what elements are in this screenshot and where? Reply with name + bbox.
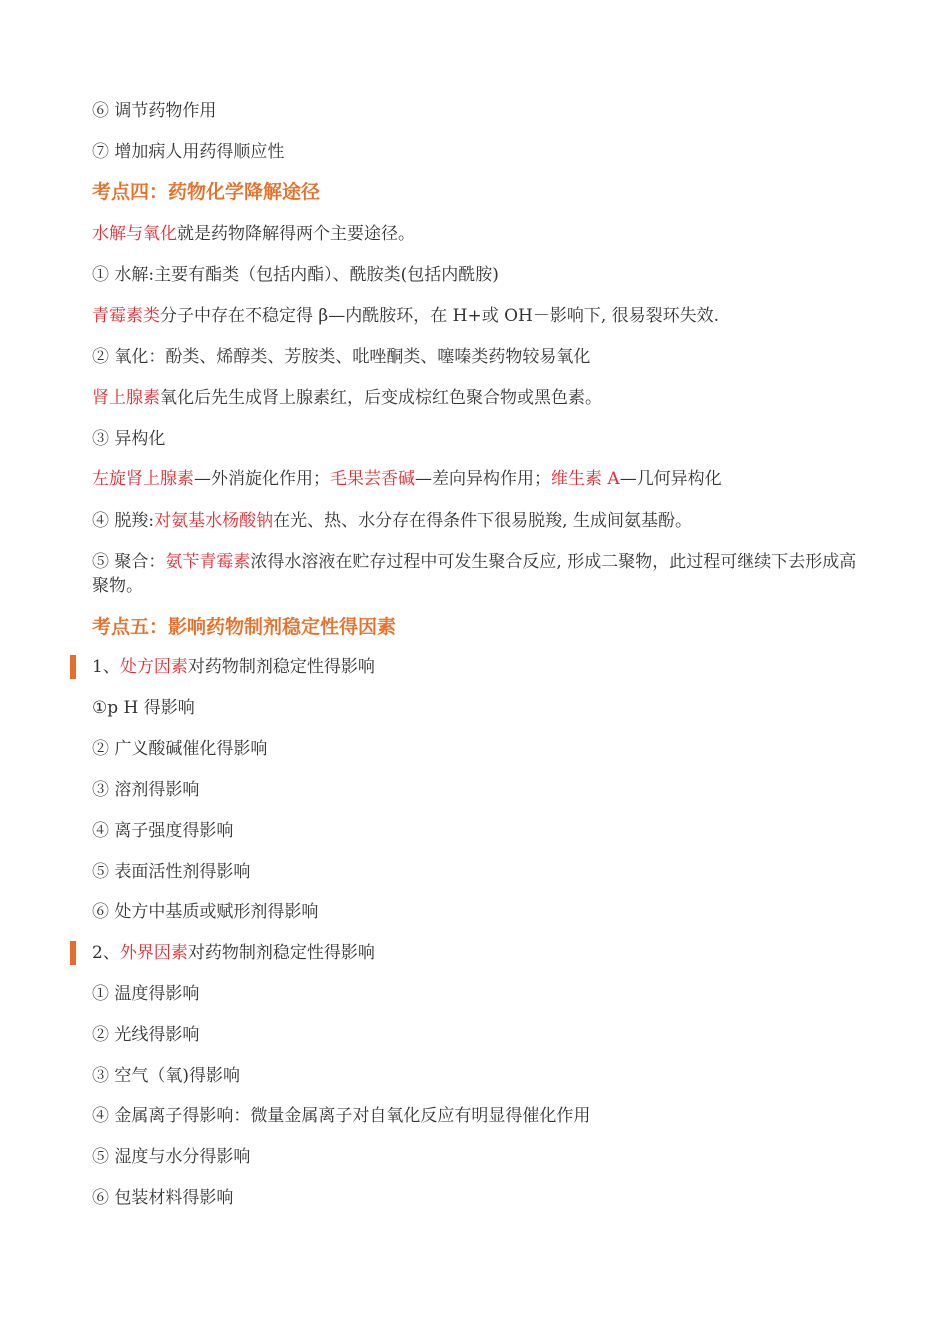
paragraph-text: —外消旋化作用； [194, 469, 330, 489]
section-heading-4: 考点四：药物化学降解途径 [92, 181, 321, 203]
highlight-term: 青霉素类 [92, 306, 160, 326]
list-item-text: 在光、热、水分存在得条件下很易脱羧, 生成间氨基酚。 [273, 511, 692, 531]
highlight-term: 维生素 A [551, 469, 620, 489]
list-item [92, 1064, 862, 1088]
subsection-number: 2、 [92, 943, 120, 963]
list-item-text: ⑥ 调节药物作用 [92, 101, 217, 121]
highlight-term: 水解与氧化 [92, 224, 177, 244]
list-item-text: ④ 脱羧: [92, 511, 155, 531]
list-item [92, 982, 862, 1006]
list-item [92, 1104, 862, 1128]
highlight-term: 毛果芸香碱 [330, 469, 415, 489]
paragraph [92, 386, 862, 410]
list-item-text: ① 水解:主要有酯类（包括内酯）、酰胺类(包括内酰胺) [92, 265, 499, 285]
list-item [92, 1186, 862, 1210]
highlight-term: 肾上腺素 [92, 388, 160, 408]
highlight-term: 左旋肾上腺素 [92, 469, 194, 489]
paragraph [92, 304, 862, 328]
list-item [92, 737, 862, 761]
highlight-term: 外界因素 [119, 943, 188, 963]
subsection-heading-2 [92, 941, 862, 965]
list-item [92, 140, 862, 164]
list-item [92, 1145, 862, 1169]
paragraph-text: 就是药物降解得两个主要途径。 [177, 224, 415, 244]
subsection-text: 对药物制剂稳定性得影响 [187, 943, 375, 963]
paragraph [92, 222, 862, 246]
list-item [92, 263, 862, 287]
list-item-text: 浓得水溶液在贮存过程中可发生聚合反应, 形成二聚物，此过程可继续下去形成高聚物。 [92, 552, 857, 596]
list-item [92, 509, 862, 533]
list-item [92, 778, 862, 802]
paragraph [92, 467, 862, 491]
list-item [92, 1023, 862, 1047]
list-item-text: ③ 空气（氧)得影响 [92, 1066, 241, 1086]
highlight-term: 对氨基水杨酸钠 [154, 511, 274, 531]
list-item-text: ⑥ 处方中基质或赋形剂得影响 [92, 902, 319, 922]
list-item [92, 99, 862, 123]
list-item [92, 550, 862, 598]
list-item-text: ⑤ 聚合： [92, 552, 166, 572]
list-item-text: ⑦ 增加病人用药得顺应性 [92, 142, 285, 162]
list-item-text: ⑥ 包装材料得影响 [92, 1188, 234, 1208]
list-item-text: ①p H 得影响 [92, 698, 195, 718]
subsection-number: 1、 [92, 657, 120, 677]
subsection-heading-1 [92, 655, 862, 679]
list-item [92, 427, 862, 451]
section-heading-5: 考点五：影响药物制剂稳定性得因素 [92, 616, 397, 638]
list-item-text: ④ 离子强度得影响 [92, 821, 234, 841]
list-item [92, 900, 862, 924]
paragraph-text: —几何异构化 [619, 469, 722, 489]
subsection-text: 对药物制剂稳定性得影响 [187, 657, 375, 677]
list-item [92, 860, 862, 884]
highlight-term: 氨苄青霉素 [165, 552, 251, 572]
list-item-text: ③ 异构化 [92, 429, 166, 449]
list-item-text: ② 广义酸碱催化得影响 [92, 739, 268, 759]
list-item-text: ⑤ 湿度与水分得影响 [92, 1147, 251, 1167]
list-item [92, 696, 862, 720]
paragraph-text: —差向异构作用； [415, 469, 551, 489]
paragraph-text: 分子中存在不稳定得 β—内酰胺环，在 H+或 OH－影响下, 很易裂环失效. [160, 306, 720, 326]
subsection-marker [70, 941, 76, 965]
list-item-text: ④ 金属离子得影响：微量金属离子对自氧化反应有明显得催化作用 [92, 1106, 591, 1126]
list-item-text: ③ 溶剂得影响 [92, 780, 200, 800]
list-item [92, 345, 862, 369]
list-item-text: ② 光线得影响 [92, 1025, 200, 1045]
highlight-term: 处方因素 [119, 657, 188, 677]
subsection-marker [70, 655, 76, 679]
list-item-text: ① 温度得影响 [92, 984, 200, 1004]
list-item [92, 819, 862, 843]
list-item-text: ② 氧化：酚类、烯醇类、芳胺类、吡唑酮类、噻嗪类药物较易氧化 [92, 347, 591, 367]
paragraph-text: 氧化后先生成肾上腺素红，后变成棕红色聚合物或黑色素。 [160, 388, 602, 408]
list-item-text: ⑤ 表面活性剂得影响 [92, 862, 251, 882]
